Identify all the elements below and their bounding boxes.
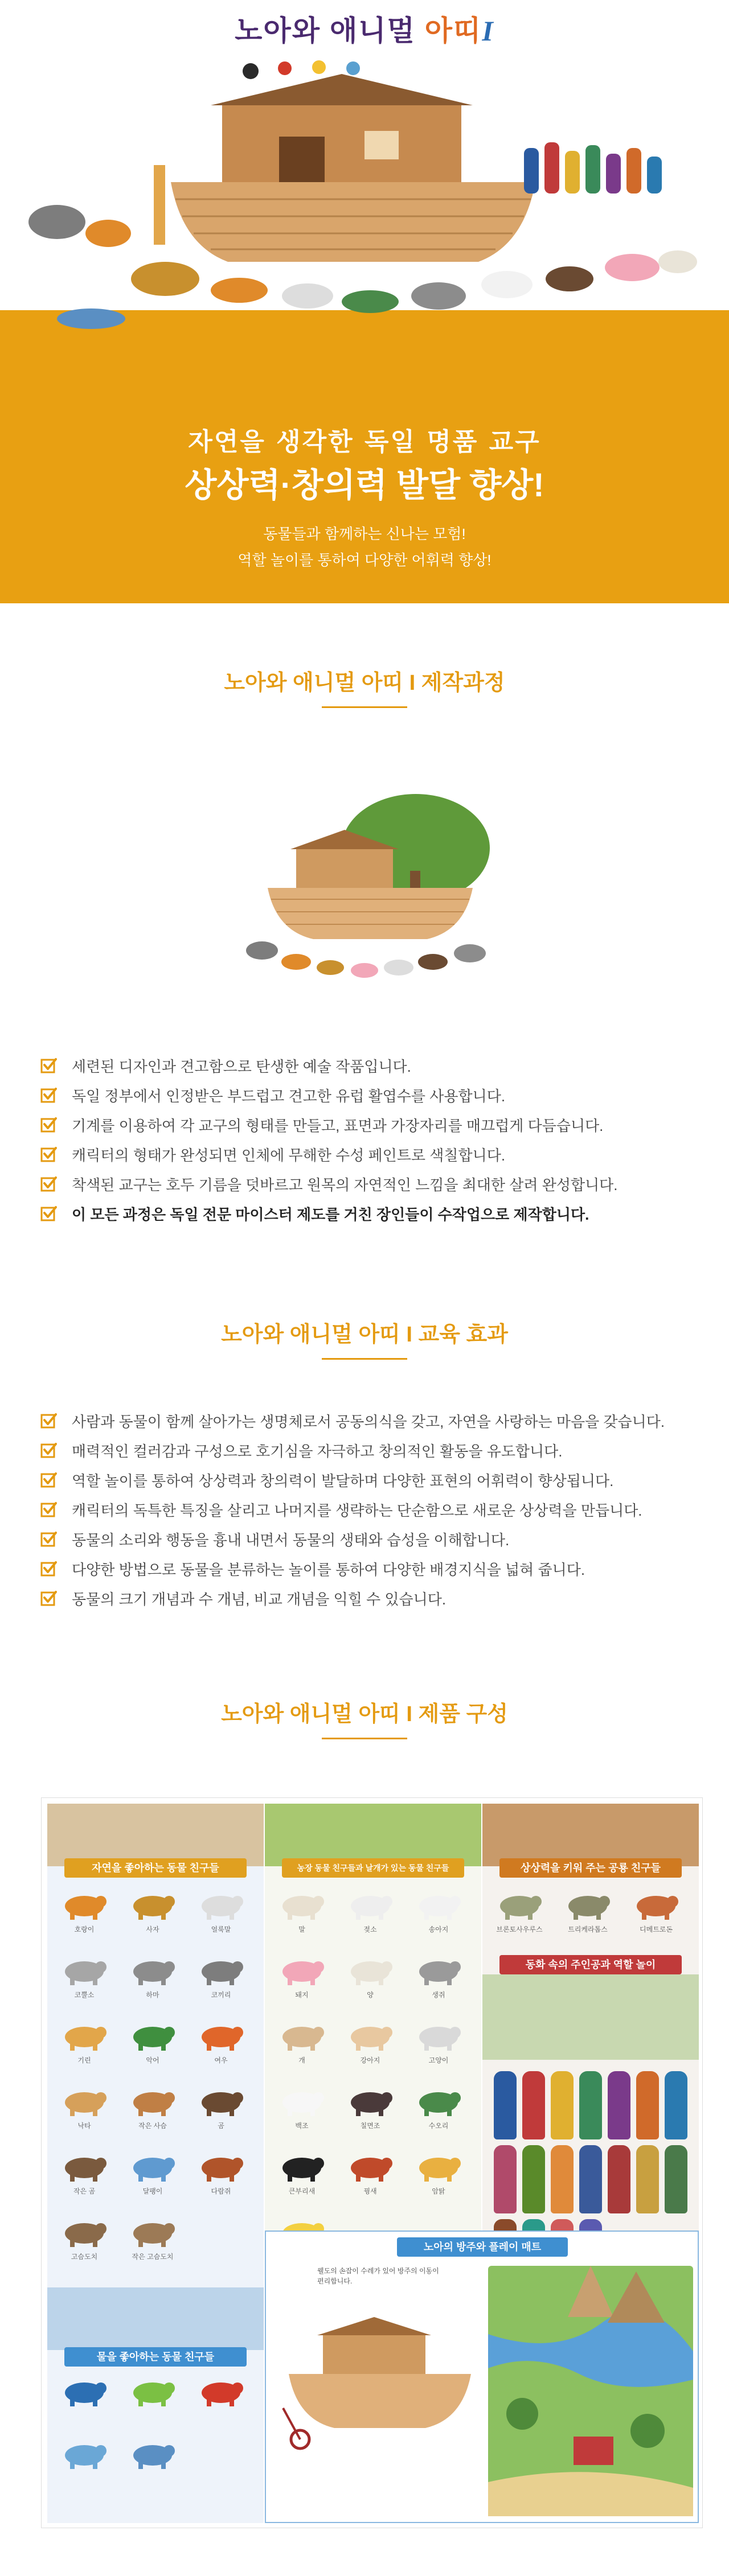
- story-figure: [522, 2071, 545, 2139]
- animal-item: [193, 2020, 249, 2065]
- bullet-item: [40, 1169, 701, 1199]
- animal-item: [56, 1889, 113, 1934]
- checkbox-check-icon: [40, 1590, 57, 1607]
- animal-figure-icon: [60, 2438, 109, 2471]
- play-mat-illustration: [488, 2266, 693, 2516]
- animal-label: 다람쥐: [211, 2187, 231, 2195]
- education-section-title: [0, 1316, 729, 1360]
- toucan-shape: [243, 63, 259, 79]
- story-figure: [522, 2145, 545, 2213]
- ark-with-cart-illustration: [277, 2294, 482, 2465]
- process-section-title: [0, 665, 729, 708]
- mat-tree: [630, 2414, 665, 2448]
- animal-figure-icon: [196, 1954, 245, 1987]
- animal-label: 칠면조: [360, 2122, 380, 2130]
- hero-desc-line-2: 역할 놀이를 통하여 다양한 어휘력 향상!: [237, 552, 492, 569]
- bullet-text: 이 모든 과정은 독일 전문 마이스터 제도를 거친 장인들이 수작업으로 제작합니다.: [72, 1205, 589, 1223]
- sea-animals-banner: [47, 2287, 264, 2350]
- animal-item: [342, 1954, 399, 1999]
- animal-label: 코뿔소: [74, 1991, 95, 1999]
- bird-shape: [312, 60, 326, 74]
- hero-description: [0, 521, 729, 573]
- animal-item: [193, 2085, 249, 2130]
- animal-figure-icon: [128, 2438, 177, 2471]
- animal-label: 여우: [214, 2056, 228, 2064]
- story-figure: [665, 2071, 687, 2139]
- animal-figure-icon: [60, 2085, 109, 2118]
- animal-label: 얼룩말: [211, 1925, 231, 1933]
- farm-animals-banner: [265, 1804, 481, 1866]
- animal-item: [410, 1889, 467, 1934]
- animal-item: [491, 1889, 548, 1934]
- checkbox-check-icon: [40, 1175, 57, 1192]
- animal-item: [56, 2085, 113, 2130]
- process-title-text: 노아와 애니멀 아띠 I 제작과정: [224, 671, 505, 695]
- animal-label: 양: [367, 1991, 374, 1999]
- title-underline: [322, 706, 407, 708]
- checkbox-check-icon: [40, 1087, 57, 1104]
- story-figure: [636, 2071, 659, 2139]
- animal-item: [410, 2151, 467, 2196]
- ark-mat-panel: [265, 2231, 699, 2523]
- animal-item: [342, 2020, 399, 2065]
- story-figure: [494, 2145, 517, 2213]
- animal-item: [410, 2085, 467, 2130]
- animal-label: 고슴도치: [71, 2253, 98, 2261]
- animal-label: 돼지: [295, 1991, 309, 1999]
- animal-figure-icon: [414, 2020, 463, 2053]
- animal-label: 말: [298, 1925, 305, 1933]
- bullet-text: 기계를 이용하여 각 교구의 형태를 만들고, 표면과 가장자리를 매끄럽게 다듬습니다.: [72, 1117, 604, 1134]
- animal-item: [559, 1889, 616, 1934]
- animal-item: [342, 2151, 399, 2196]
- story-figure: [608, 2071, 630, 2139]
- bullet-item: [40, 1199, 701, 1228]
- animal-item: [124, 2438, 181, 2474]
- checkbox-check-icon: [40, 1412, 57, 1429]
- bullet-text: 다양한 방법으로 동물을 분류하는 놀이를 통하여 다양한 배경지식을 넓혀 줍니다.: [72, 1561, 585, 1578]
- animal-item: [193, 2151, 249, 2196]
- animal-figure-icon: [414, 2151, 463, 2184]
- animal-item: [56, 2376, 113, 2411]
- animal-item: [124, 2216, 181, 2261]
- bullet-item: [40, 1051, 701, 1080]
- animal-item: [273, 1954, 330, 1999]
- animal-label: 코끼리: [211, 1991, 231, 1999]
- checkbox-check-icon: [40, 1205, 57, 1222]
- animal-figure-icon: [563, 1889, 612, 1922]
- bullet-item: [40, 1583, 701, 1613]
- animal-item: [124, 1889, 181, 1934]
- ark-house: [222, 102, 461, 182]
- bird-shape: [346, 61, 360, 75]
- animal-figure-icon: [632, 1889, 681, 1922]
- bullet-item: [40, 1554, 701, 1583]
- animal-figure-icon: [414, 1889, 463, 1922]
- animal-item: [410, 1954, 467, 1999]
- ark-window: [364, 131, 399, 159]
- animal-item: [628, 1889, 685, 1934]
- bullet-item: [40, 1110, 701, 1139]
- bullet-text: 동물의 소리와 행동을 흉내 내면서 동물의 생태와 습성을 이해합니다.: [72, 1531, 510, 1549]
- animal-label: 달팽이: [142, 2187, 163, 2195]
- animal-label: 강아지: [360, 2056, 380, 2064]
- dino-banner: [482, 1804, 699, 1866]
- animal-label: 작은 곰: [73, 2187, 96, 2195]
- animal-item: [56, 2020, 113, 2065]
- composition-section-title: [0, 1696, 729, 1739]
- animal-figure-icon: [495, 1889, 544, 1922]
- people-figures-group: [524, 142, 662, 194]
- bullet-text: 세련된 디자인과 견고함으로 탄생한 예술 작품입니다.: [72, 1057, 411, 1075]
- brand-logo: [0, 8, 729, 49]
- sea-animals-ribbon: 물을 좋아하는 동물 친구들: [64, 2347, 247, 2367]
- ark-tree-illustration: [245, 785, 495, 990]
- animal-label: 호랑이: [74, 1925, 95, 1933]
- animal-label: 꿩새: [363, 2187, 377, 2195]
- animal-label: 젖소: [363, 1925, 377, 1933]
- animal-label: 트리케라톱스: [568, 1925, 608, 1933]
- animal-figure-icon: [196, 2020, 245, 2053]
- animal-label: 낙타: [77, 2122, 91, 2130]
- wild-animals-column: [47, 1804, 264, 2523]
- story-figure: [665, 2145, 687, 2213]
- bullet-text: 역할 놀이를 통하여 상상력과 창의력이 발달하며 다양한 표현의 어휘력이 향상됩니다.: [72, 1472, 614, 1489]
- animal-figure-icon: [346, 2085, 395, 2118]
- story-figure: [579, 2071, 602, 2139]
- animal-figure-icon: [196, 2085, 245, 2118]
- animal-label: 송아지: [428, 1925, 449, 1933]
- bullet-item: [40, 1524, 701, 1554]
- animal-item: [273, 2020, 330, 2065]
- checkbox-check-icon: [40, 1501, 57, 1518]
- animal-figure-icon: [277, 2085, 326, 2118]
- animal-label: 큰부리새: [288, 2187, 316, 2195]
- logo-text-numeral: I: [482, 15, 494, 47]
- animal-figures-group: [246, 941, 486, 978]
- animal-item: [124, 2020, 181, 2065]
- hero-desc-line-1: 동물들과 함께하는 신나는 모험!: [263, 525, 466, 542]
- logo-text-main: 노아와 애니멀: [235, 15, 416, 47]
- animal-label: 하마: [146, 1991, 159, 1999]
- checkbox-check-icon: [40, 1530, 57, 1548]
- checkbox-check-icon: [40, 1146, 57, 1163]
- animal-figure-icon: [60, 2376, 109, 2409]
- story-banner: [482, 1974, 699, 2060]
- animal-item: [193, 1889, 249, 1934]
- animal-label: 작은 사슴: [138, 2122, 167, 2130]
- animal-label: 디메트로돈: [640, 1925, 673, 1933]
- animal-label: 기린: [77, 2056, 91, 2064]
- animal-label: 생쥐: [432, 1991, 445, 1999]
- wild-animals-banner: [47, 1804, 264, 1866]
- checkbox-check-icon: [40, 1560, 57, 1577]
- animal-figure-icon: [196, 2151, 245, 2184]
- animal-figure-icon: [60, 2020, 109, 2053]
- hero-tagline: 자연을 생각한 독일 명품 교구: [188, 427, 541, 456]
- animal-figure-icon: [277, 1889, 326, 1922]
- bullet-text: 캐릭터의 형태가 완성되면 인체에 무해한 수성 페인트로 색칠합니다.: [72, 1146, 506, 1164]
- mat-barn: [574, 2437, 613, 2465]
- ark-note: 웰도의 손잡이 수레가 있어 방주의 이동이 편리합니다.: [317, 2267, 439, 2285]
- animal-item: [342, 1889, 399, 1934]
- animal-item: [193, 2376, 249, 2411]
- animal-figure-icon: [196, 1889, 245, 1922]
- bullet-text: 착색된 교구는 호두 기름을 덧바르고 원목의 자연적인 느낌을 최대한 살려 완성합니다.: [72, 1176, 618, 1194]
- animal-label: 개: [298, 2056, 305, 2064]
- ark-hull: [289, 2374, 471, 2428]
- animal-item: [342, 2085, 399, 2130]
- bullet-text: 매력적인 컬러감과 구성으로 호기심을 자극하고 창의적인 활동을 유도합니다.: [72, 1442, 563, 1460]
- animal-figure-icon: [128, 1889, 177, 1922]
- ark-house: [296, 848, 393, 888]
- mat-tree: [506, 2398, 538, 2430]
- bullet-item: [40, 1406, 701, 1435]
- dino-ribbon: 상상력을 키워 주는 공룡 친구들: [499, 1858, 682, 1878]
- story-figure: [551, 2145, 574, 2213]
- animal-item: [273, 2151, 330, 2196]
- animal-label: 암탉: [432, 2187, 445, 2195]
- ark-roof: [317, 2317, 431, 2335]
- bullet-item: [40, 1435, 701, 1465]
- bullet-text: 캐릭터의 독특한 특징을 살리고 나머지를 생략하는 단순함으로 새로운 상상력을 만듭니다.: [72, 1501, 642, 1519]
- animal-item: [124, 2376, 181, 2411]
- checkbox-check-icon: [40, 1471, 57, 1488]
- animal-figure-icon: [346, 1954, 395, 1987]
- animal-figure-icon: [346, 2151, 395, 2184]
- animal-figure-icon: [196, 2376, 245, 2409]
- animal-figure-icon: [346, 1889, 395, 1922]
- animal-figure-icon: [60, 2151, 109, 2184]
- animal-figure-icon: [277, 2151, 326, 2184]
- composition-title-text: 노아와 애니멀 아띠 I 제품 구성: [221, 1702, 508, 1726]
- farm-animals-ribbon: 농장 동물 친구들과 날개가 있는 동물 친구들: [282, 1858, 464, 1878]
- product-composition-board: [41, 1797, 703, 2528]
- bullet-text: 독일 정부에서 인정받은 부드럽고 견고한 유럽 활엽수를 사용합니다.: [72, 1087, 506, 1105]
- education-title-text: 노아와 애니멀 아띠 I 교육 효과: [221, 1323, 508, 1347]
- story-figure: [494, 2071, 517, 2139]
- animal-figure-icon: [414, 1954, 463, 1987]
- bird-shape: [278, 61, 292, 75]
- bullet-item: [40, 1139, 701, 1169]
- animal-label: 작은 고슴도치: [132, 2253, 174, 2261]
- animal-label: 사자: [146, 1925, 159, 1933]
- animal-label: 고양이: [428, 2056, 449, 2064]
- animal-item: [410, 2020, 467, 2065]
- animal-figure-icon: [277, 1954, 326, 1987]
- animal-label: 브론토사우루스: [496, 1925, 543, 1933]
- animal-item: [56, 2151, 113, 2196]
- animal-figure-icon: [346, 2020, 395, 2053]
- animal-item: [124, 2151, 181, 2196]
- ark-mat-ribbon: 노아의 방주와 플레이 매트: [397, 2237, 568, 2257]
- animal-figure-icon: [60, 1889, 109, 1922]
- checkbox-check-icon: [40, 1057, 57, 1074]
- checkbox-check-icon: [40, 1442, 57, 1459]
- story-ribbon: 동화 속의 주인공과 역할 놀이: [499, 1955, 682, 1974]
- wild-animals-ribbon: 자연을 좋아하는 동물 친구들: [64, 1858, 247, 1878]
- animal-figure-icon: [128, 2151, 177, 2184]
- hero-title: 상상력·창의력 발달 향상!: [185, 467, 544, 504]
- story-figure: [551, 2071, 574, 2139]
- bullet-text: 사람과 동물이 함께 살아가는 생명체로서 공동의식을 갖고, 자연을 사랑하는 마음을 갖습니다.: [72, 1413, 665, 1430]
- animal-item: [56, 2216, 113, 2261]
- animal-label: 악어: [146, 2056, 159, 2064]
- bullet-item: [40, 1080, 701, 1110]
- story-figure: [579, 2145, 602, 2213]
- animal-figure-icon: [128, 2376, 177, 2409]
- ark-hero-illustration: [23, 51, 706, 370]
- hero-section: [0, 0, 729, 603]
- ark-door: [279, 137, 325, 182]
- ark-hull: [268, 888, 473, 939]
- animal-item: [193, 1954, 249, 1999]
- animal-figure-icon: [60, 1954, 109, 1987]
- story-figure: [636, 2145, 659, 2213]
- process-bullet-list: [40, 1051, 701, 1228]
- title-underline: [322, 1738, 407, 1739]
- animal-figure-icon: [414, 2085, 463, 2118]
- checkbox-check-icon: [40, 1116, 57, 1133]
- bullet-text: 동물의 크기 개념과 수 개념, 비교 개념을 익힐 수 있습니다.: [72, 1590, 447, 1608]
- education-bullet-list: [40, 1406, 701, 1613]
- animal-label: 수오리: [428, 2122, 449, 2130]
- animal-item: [56, 2438, 113, 2474]
- animal-item: [56, 1954, 113, 1999]
- bullet-item: [40, 1495, 701, 1524]
- animal-item: [273, 1889, 330, 1934]
- animal-item: [124, 2085, 181, 2130]
- animal-figure-icon: [277, 2020, 326, 2053]
- bullet-item: [40, 1465, 701, 1495]
- animal-label: 백조: [295, 2122, 309, 2130]
- ark-house: [323, 2334, 425, 2374]
- animal-item: [124, 1954, 181, 1999]
- animal-item: [273, 2085, 330, 2130]
- title-underline: [322, 1358, 407, 1360]
- animal-figure-icon: [128, 2020, 177, 2053]
- animal-label: 곰: [218, 2122, 224, 2130]
- animal-figure-icon: [60, 2216, 109, 2249]
- animal-figure-icon: [128, 2085, 177, 2118]
- animal-figure-icon: [128, 2216, 177, 2249]
- logo-text-atti: 아띠: [424, 15, 482, 47]
- animal-figure-icon: [128, 1954, 177, 1987]
- story-figure: [608, 2145, 630, 2213]
